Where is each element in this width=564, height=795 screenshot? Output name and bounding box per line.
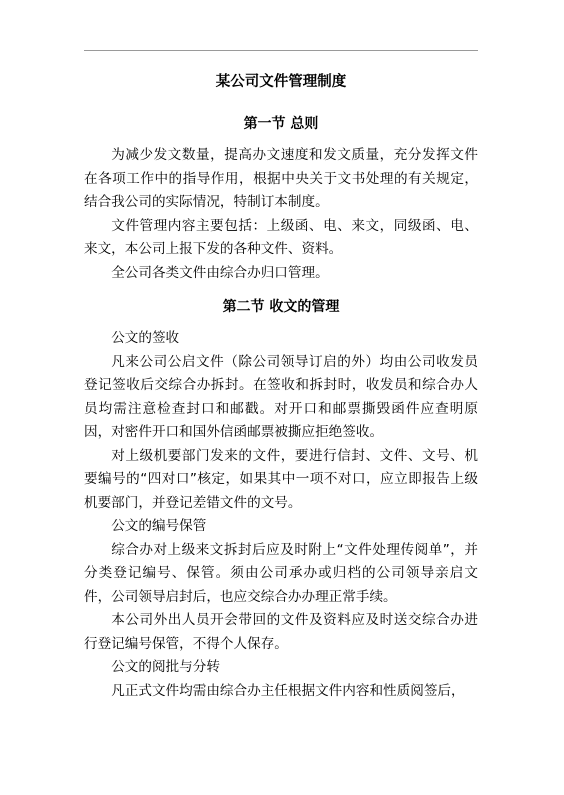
- paragraph: 综合办对上级来文拆封后应及时附上“文件处理传阅单”，并分类登记编号、保管。须由公司承办或归档的公司领导亲启文件，公司领导启封后，也应交综合办办理正常手续。: [84, 541, 478, 605]
- paragraph: 对上级机要部门发来的文件，要进行信封、文件、文号、机要编号的“四对口”核定，如果其中一项不对口，应立即报告上级机要部门，并登记差错文件的文号。: [84, 447, 478, 511]
- paragraph: 本公司外出人员开会带回的文件及资料应及时送交综合办进行登记编号保管，不得个人保存。: [84, 612, 478, 652]
- document-title: 某公司文件管理制度: [215, 74, 347, 90]
- section-heading-general: 第一节 总则: [243, 116, 319, 132]
- header-rule: [84, 50, 478, 51]
- paragraph: 凡正式文件均需由综合办主任根据文件内容和性质阅签后，: [111, 682, 465, 699]
- section-heading-incoming: 第二节 收文的管理: [222, 299, 340, 315]
- paragraph: 为减少发文数量，提高办文速度和发文质量，充分发挥文件在各项工作中的指导作用，根据中央关于文书处理的有关规定，结合我公司的实际情况，特制订本制度。: [84, 147, 478, 210]
- document-body: [84, 64, 478, 703]
- paragraph: 凡来公司公启文件（除公司领导订启的外）均由公司收发员登记签收后交综合办拆封。在签收和拆封时，收发员和综合办人员均需注意检查封口和邮戳。对开口和邮票撕毁函件应查明原因，对密件开口和国外信函邮票被撕应拒绝签收。: [84, 353, 478, 440]
- subheading-review: 公文的阅批与分转: [111, 659, 220, 675]
- subheading-receipt: 公文的签收: [111, 330, 180, 346]
- paragraph: 全公司各类文件由综合办归口管理。: [111, 264, 329, 281]
- paragraph: 文件管理内容主要包括：上级函、电、来文，同级函、电、来文，本公司上报下发的各种文件、资料。: [84, 217, 478, 257]
- subheading-numbering: 公文的编号保管: [111, 518, 207, 534]
